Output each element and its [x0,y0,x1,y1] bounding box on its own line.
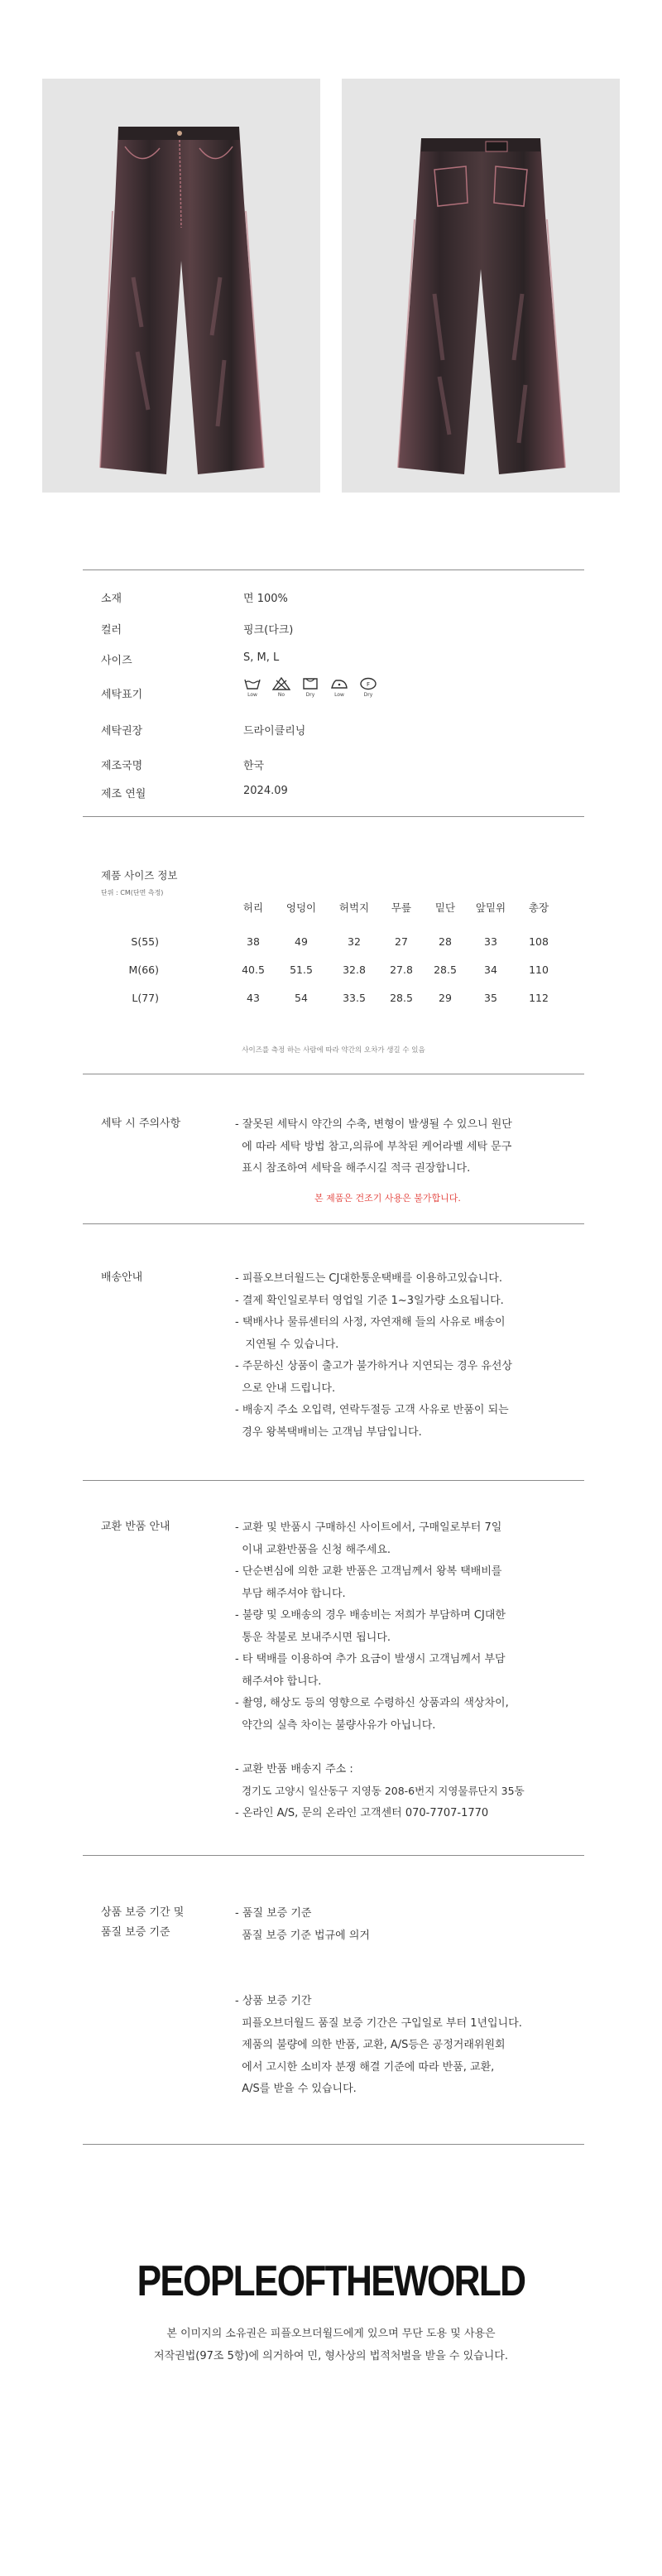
spec-value-color: 핑크(다크) [243,624,294,637]
size-info-title: 제품 사이즈 정보 [101,869,178,882]
spec-label-material: 소재 [101,593,122,605]
size-cell: 27.8 [390,964,413,976]
size-cell: 43 [247,992,260,1004]
spec-label-care: 세탁표기 [101,689,143,701]
iron-icon [330,677,348,690]
size-cell: 108 [529,935,549,948]
spec-label-size: 사이즈 [101,655,132,667]
size-col-thigh: 허벅지 [338,901,370,914]
dryclean-icon [359,677,377,690]
size-row-label-l: L(77) [132,992,159,1004]
jeans-front-icon [42,79,320,493]
size-cell: 28.5 [390,992,413,1004]
size-note: 사이즈를 측정 하는 사람에 따라 약간의 오차가 생길 수 있음 [242,1046,425,1055]
spec-label-recommend: 세탁권장 [101,725,143,738]
product-photo-front [42,79,320,493]
svg-text:F: F [366,681,371,688]
spec-value-material: 면 100% [243,593,288,605]
wash-tub-icon [243,677,261,690]
size-cell: 32.8 [343,964,366,976]
wash-title: 세탁 시 주의사항 [101,1117,181,1130]
size-info-unit: 단위 : CM(단면 측정) [101,889,164,896]
size-cell: 28.5 [434,964,457,976]
size-row-label-m: M(66) [128,964,159,976]
size-cell: 33.5 [343,992,366,1004]
care-icon-wash: Low [242,677,263,698]
size-cell: 27 [395,935,408,948]
product-photo-back [342,79,620,493]
size-col-length: 총장 [528,901,549,914]
size-cell: 29 [439,992,452,1004]
shipping-title: 배송안내 [101,1271,143,1284]
shipping-lines: - 피플오브더월드는 CJ대한통운택배를 이용하고있습니다. - 결제 확인일로부터 영업일 기준 1~3일가량 소요됩니다. - 택배사나 물류센터의 사정, 자연재해 들의 사유로 배송이 지연될 수 있습니다. - 주문하신 상품이 출고가 불가하거나 지연되는 경우 유선상 으로 안내 드립니다. - 배송지 주소 오입력, 연락두절등 고객 사유로 반품이 되는 경우 왕복택배비는 고객님 부담입니다. [235,1272,513,1439]
care-icon-dry: Dry [300,677,321,698]
brand-logo: PEOPLEOFTHEWORLD [137,2257,525,2305]
spec-value-date: 2024.09 [243,785,288,797]
spec-label-date: 제조 연월 [101,788,146,800]
exchange-title: 교환 반품 안내 [101,1521,170,1533]
size-cell: 54 [295,992,308,1004]
size-cell: 112 [529,992,549,1004]
copyright-notice: 본 이미지의 소유권은 피플오브더월드에게 있으며 무단 도용 및 사용은 저작권법(97조 5항)에 의거하여 민, 형사상의 법적처벌을 받을 수 있습니다. [154,2328,508,2362]
divider [83,1223,584,1224]
spec-label-color: 컬러 [101,624,122,637]
wash-lines: - 잘못된 세탁시 약간의 수축, 변형이 발생될 수 있으니 원단 에 따라 세탁 방법 참고,의류에 부착된 케어라벨 세탁 문구 표시 참조하여 세탁을 해주시길 적극 권장합니다. [235,1118,512,1175]
care-icon-iron: Low [329,677,350,698]
dry-icon [301,677,319,690]
size-col-rise: 앞밑위 [475,901,506,914]
spec-label-country: 제조국명 [101,760,143,772]
size-cell: 28 [439,935,452,948]
warranty-lines: - 품질 보증 기준 품질 보증 기준 법규에 의거 - 상품 보증 기간 피플오브더월드 품질 보증 기간은 구입일로 부터 1년입니다. 제품의 불량에 의한 반품, 교환, A/S등은 공정거래위원회 에서 고시한 소비자 분쟁 해결 기준에 따라 반품, 교환, A/S를 받을 수 있습니다. [235,1907,522,2095]
size-col-hem: 밑단 [434,901,456,914]
exchange-lines: - 교환 및 반품시 구매하신 사이트에서, 구매일로부터 7일 이내 교환반품을 신청 해주세요. - 단순변심에 의한 교환 반품은 고객님께서 왕복 택배비를 부담 해주셔야 합니다. - 불량 및 오배송의 경우 배송비는 저희가 부담하며 CJ대한 통운 착불로 보내주시면 됩니다. - 타 택배를 이용하여 추가 요금이 발생시 고객님께서 부담 해주셔야 합니다. - 촬영, 해상도 등의 영향으로 수령하신 상품과의 색상차이, 약간의 실측 차이는 불량사유가 아닙니다. - 교환 반품 배송지 주소 : 경기도 고양시 일산동구 지영동 208-6번지 지영물류단지 35동 - 온라인 A/S, 문의 온라인 고객센터 070-7707-1770 [235,1521,525,1819]
size-cell: 32 [348,935,361,948]
care-icon-bleach: No [271,677,292,698]
size-cell: 40.5 [242,964,265,976]
spec-value-country: 한국 [243,760,265,772]
size-cell: 34 [484,964,497,976]
spec-value-recommend: 드라이클리닝 [243,725,306,738]
size-cell: 38 [247,935,260,948]
size-cell: 49 [295,935,308,948]
dryer-warning: 본 제품은 건조기 사용은 불가합니다. [314,1193,461,1204]
size-cell: 51.5 [290,964,313,976]
divider [83,1855,584,1856]
size-cell: 110 [529,964,549,976]
size-cell: 33 [484,935,497,948]
size-col-knee: 무릎 [391,901,412,914]
spec-value-size: S, M, L [243,651,280,664]
divider [83,2144,584,2145]
warranty-title: 상품 보증 기간 및 품질 보증 기준 [101,1906,185,1939]
size-row-label-s: S(55) [131,935,159,948]
divider [83,816,584,817]
size-cell: 35 [484,992,497,1004]
jeans-back-icon [342,79,620,493]
divider [83,1480,584,1481]
size-col-waist: 허리 [242,901,264,914]
care-icon-dryclean: F Dry [357,677,379,698]
size-col-hip: 엉덩이 [285,901,317,914]
no-bleach-icon [272,677,290,690]
